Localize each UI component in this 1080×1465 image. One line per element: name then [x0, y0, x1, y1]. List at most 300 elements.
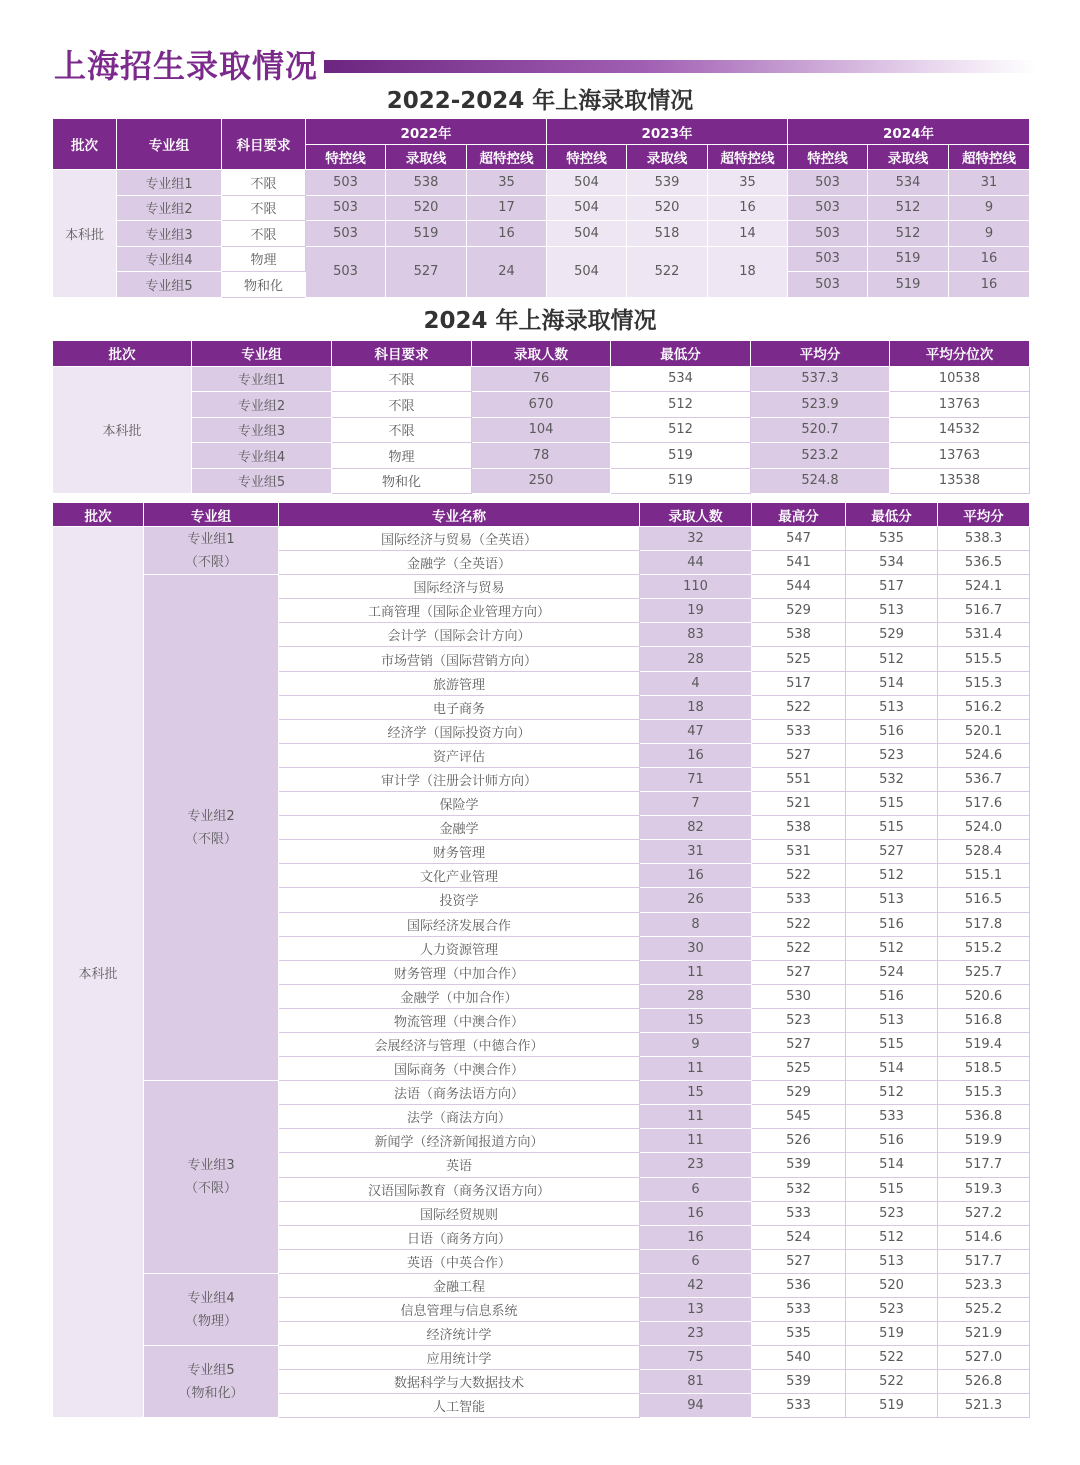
value-cell: 504: [547, 221, 627, 247]
group-cell: [144, 575, 279, 1081]
batch-cell: 本科批: [53, 527, 144, 1418]
header-cell: 平均分: [938, 503, 1030, 527]
value-cell: 82: [640, 816, 752, 840]
value-cell: 47: [640, 719, 752, 743]
group-subject: （不限）: [184, 554, 237, 570]
value-cell: 524.1: [938, 575, 1030, 599]
major-name-cell: 经济统计学: [279, 1322, 640, 1346]
value-cell: 551: [752, 767, 846, 791]
value-cell: 16: [467, 221, 547, 247]
value-cell: 533: [752, 719, 846, 743]
header-cell: 平均分: [751, 341, 890, 367]
value-cell: 513: [846, 888, 938, 912]
value-cell: 516: [846, 912, 938, 936]
major-name-cell: 审计学（注册会计师方向）: [279, 767, 640, 791]
value-cell: 16: [640, 743, 752, 767]
value-cell: 512: [868, 221, 949, 247]
group-subject: （物理）: [184, 1313, 237, 1329]
value-cell: 519: [846, 1322, 938, 1346]
major-name-cell: 投资学: [279, 888, 640, 912]
subheader: 超特控线: [467, 145, 547, 170]
value-cell: 514.6: [938, 1225, 1030, 1249]
value-cell: 536: [752, 1273, 846, 1297]
value-cell: 539: [627, 170, 708, 196]
value-cell: 15: [640, 1081, 752, 1105]
major-name-cell: 市场营销（国际营销方向）: [279, 647, 640, 671]
value-cell: 18: [708, 246, 788, 297]
group-cell: 专业组5: [117, 272, 222, 298]
table-row: [53, 417, 1030, 443]
value-cell: 42: [640, 1273, 752, 1297]
value-cell: 503: [306, 246, 386, 297]
table-row: [53, 246, 1030, 272]
value-cell: 521.3: [938, 1394, 1030, 1418]
value-cell: 503: [788, 272, 868, 298]
table-2022-2024: [52, 118, 1030, 298]
value-cell: 529: [846, 623, 938, 647]
value-cell: 76: [472, 366, 611, 392]
major-name-cell: 工商管理（国际企业管理方向）: [279, 599, 640, 623]
table-row: [53, 1273, 1030, 1297]
value-cell: 16: [640, 1225, 752, 1249]
subject-cell: 物理: [332, 443, 472, 469]
group-label: 专业组5: [187, 1362, 235, 1378]
value-cell: 24: [467, 246, 547, 297]
value-cell: 518.5: [938, 1057, 1030, 1081]
value-cell: 503: [788, 195, 868, 221]
value-cell: 527: [752, 743, 846, 767]
value-cell: 519: [868, 246, 949, 272]
value-cell: 523: [846, 1298, 938, 1322]
subheader: 录取线: [627, 145, 708, 170]
group-cell: [144, 1273, 279, 1345]
value-cell: 516: [846, 984, 938, 1008]
major-name-cell: 金融学: [279, 816, 640, 840]
value-cell: 519.4: [938, 1032, 1030, 1056]
value-cell: 504: [547, 195, 627, 221]
value-cell: 527.2: [938, 1201, 1030, 1225]
value-cell: 533: [752, 1201, 846, 1225]
value-cell: 519: [846, 1394, 938, 1418]
title-decoration-bar: [324, 60, 1036, 73]
value-cell: 525.7: [938, 960, 1030, 984]
value-cell: 527: [846, 840, 938, 864]
value-cell: 515: [846, 1032, 938, 1056]
subheader: 超特控线: [949, 145, 1030, 170]
group-label: 专业组4: [187, 1290, 235, 1306]
value-cell: 512: [846, 1081, 938, 1105]
group-label: 专业组1: [187, 531, 235, 547]
major-name-cell: 财务管理（中加合作）: [279, 960, 640, 984]
value-cell: 527: [752, 1249, 846, 1273]
group-label: 专业组2: [187, 808, 235, 824]
table-row: [53, 170, 1030, 196]
value-cell: 14: [708, 221, 788, 247]
value-cell: 524: [846, 960, 938, 984]
value-cell: 503: [788, 221, 868, 247]
value-cell: 44: [640, 551, 752, 575]
value-cell: 518: [627, 221, 708, 247]
value-cell: 526.8: [938, 1370, 1030, 1394]
value-cell: 531.4: [938, 623, 1030, 647]
value-cell: 16: [708, 195, 788, 221]
header-group: 专业组: [117, 119, 222, 170]
subheader: 超特控线: [708, 145, 788, 170]
value-cell: 533: [846, 1105, 938, 1129]
value-cell: 520.1: [938, 719, 1030, 743]
value-cell: 547: [752, 527, 846, 551]
value-cell: 13763: [890, 392, 1030, 418]
value-cell: 516: [846, 1129, 938, 1153]
value-cell: 523: [846, 1201, 938, 1225]
value-cell: 515: [846, 792, 938, 816]
subheader: 特控线: [788, 145, 868, 170]
value-cell: 524.8: [751, 468, 890, 494]
value-cell: 516.7: [938, 599, 1030, 623]
value-cell: 17: [467, 195, 547, 221]
header-cell: 专业名称: [279, 503, 640, 527]
subject-cell: 不限: [222, 221, 306, 247]
header-cell: 最低分: [611, 341, 751, 367]
value-cell: 512: [611, 417, 751, 443]
value-cell: 519: [611, 468, 751, 494]
major-name-cell: 国际经济与贸易（全英语）: [279, 527, 640, 551]
value-cell: 250: [472, 468, 611, 494]
major-name-cell: 人力资源管理: [279, 936, 640, 960]
value-cell: 31: [949, 170, 1030, 196]
table-row: [53, 195, 1030, 221]
value-cell: 514: [846, 1057, 938, 1081]
value-cell: 9: [949, 221, 1030, 247]
value-cell: 538: [752, 623, 846, 647]
value-cell: 7: [640, 792, 752, 816]
value-cell: 533: [752, 888, 846, 912]
value-cell: 14532: [890, 417, 1030, 443]
value-cell: 522: [752, 936, 846, 960]
major-name-cell: 旅游管理: [279, 671, 640, 695]
header-cell: 最高分: [752, 503, 846, 527]
value-cell: 522: [752, 864, 846, 888]
value-cell: 533: [752, 1298, 846, 1322]
group-cell: 专业组4: [192, 443, 332, 469]
header-cell: 录取人数: [472, 341, 611, 367]
value-cell: 13763: [890, 443, 1030, 469]
value-cell: 520: [846, 1273, 938, 1297]
value-cell: 30: [640, 936, 752, 960]
value-cell: 513: [846, 599, 938, 623]
value-cell: 520: [627, 195, 708, 221]
value-cell: 13: [640, 1298, 752, 1322]
major-name-cell: 保险学: [279, 792, 640, 816]
value-cell: 23: [640, 1153, 752, 1177]
subject-cell: 不限: [222, 170, 306, 196]
subheader: 录取线: [868, 145, 949, 170]
subheader: 特控线: [306, 145, 386, 170]
value-cell: 527: [752, 1032, 846, 1056]
major-name-cell: 英语: [279, 1153, 640, 1177]
value-cell: 524: [752, 1225, 846, 1249]
value-cell: 504: [547, 246, 627, 297]
value-cell: 71: [640, 767, 752, 791]
value-cell: 513: [846, 695, 938, 719]
value-cell: 512: [846, 1225, 938, 1249]
group-cell: 专业组1: [192, 366, 332, 392]
value-cell: 516.5: [938, 888, 1030, 912]
value-cell: 16: [640, 864, 752, 888]
table-2024-majors: [52, 502, 1030, 1418]
major-name-cell: 国际商务（中澳合作）: [279, 1057, 640, 1081]
value-cell: 531: [752, 840, 846, 864]
value-cell: 534: [868, 170, 949, 196]
table-row: [53, 1081, 1030, 1105]
value-cell: 523.3: [938, 1273, 1030, 1297]
batch-cell: 本科批: [53, 366, 192, 494]
group-cell: 专业组3: [117, 221, 222, 247]
value-cell: 517.7: [938, 1249, 1030, 1273]
value-cell: 512: [868, 195, 949, 221]
value-cell: 515.3: [938, 671, 1030, 695]
major-name-cell: 电子商务: [279, 695, 640, 719]
table-row: [53, 468, 1030, 494]
value-cell: 16: [949, 246, 1030, 272]
value-cell: 525.2: [938, 1298, 1030, 1322]
value-cell: 539: [752, 1370, 846, 1394]
value-cell: 503: [306, 170, 386, 196]
major-name-cell: 物流管理（中澳合作）: [279, 1008, 640, 1032]
value-cell: 11: [640, 1057, 752, 1081]
value-cell: 541: [752, 551, 846, 575]
header-cell: 最低分: [846, 503, 938, 527]
value-cell: 523: [846, 743, 938, 767]
group-cell: 专业组2: [117, 195, 222, 221]
value-cell: 529: [752, 599, 846, 623]
value-cell: 525: [752, 1057, 846, 1081]
major-name-cell: 新闻学（经济新闻报道方向）: [279, 1129, 640, 1153]
value-cell: 28: [640, 984, 752, 1008]
value-cell: 519.9: [938, 1129, 1030, 1153]
value-cell: 528.4: [938, 840, 1030, 864]
value-cell: 512: [611, 392, 751, 418]
group-label: 专业组3: [187, 1158, 235, 1174]
value-cell: 503: [788, 170, 868, 196]
table-row: [53, 392, 1030, 418]
major-name-cell: 英语（中英合作）: [279, 1249, 640, 1273]
value-cell: 503: [306, 221, 386, 247]
value-cell: 538: [752, 816, 846, 840]
major-name-cell: 日语（商务方向）: [279, 1225, 640, 1249]
value-cell: 516.2: [938, 695, 1030, 719]
value-cell: 19: [640, 599, 752, 623]
major-name-cell: 法语（商务法语方向）: [279, 1081, 640, 1105]
value-cell: 530: [752, 984, 846, 1008]
major-name-cell: 法学（商法方向）: [279, 1105, 640, 1129]
value-cell: 538: [386, 170, 467, 196]
value-cell: 513: [846, 1008, 938, 1032]
value-cell: 527: [752, 960, 846, 984]
major-name-cell: 国际经济与贸易: [279, 575, 640, 599]
major-name-cell: 数据科学与大数据技术: [279, 1370, 640, 1394]
value-cell: 503: [788, 246, 868, 272]
table-row: [53, 527, 1030, 551]
value-cell: 525: [752, 647, 846, 671]
group-cell: 专业组5: [192, 468, 332, 494]
header-cell: 科目要求: [332, 341, 472, 367]
value-cell: 6: [640, 1177, 752, 1201]
subject-cell: 不限: [332, 366, 472, 392]
value-cell: 519: [868, 272, 949, 298]
group-subject: （不限）: [184, 1181, 237, 1197]
header-cell: 专业组: [192, 341, 332, 367]
header-year-2024: 2024年: [788, 119, 1030, 145]
subject-cell: 不限: [332, 392, 472, 418]
subject-cell: 不限: [222, 195, 306, 221]
table2-title: 2024 年上海录取情况: [423, 308, 657, 334]
header-cell: 平均分位次: [890, 341, 1030, 367]
value-cell: 110: [640, 575, 752, 599]
value-cell: 539: [752, 1153, 846, 1177]
value-cell: 522: [846, 1346, 938, 1370]
value-cell: 504: [547, 170, 627, 196]
value-cell: 512: [846, 936, 938, 960]
header-year-2022: 2022年: [306, 119, 547, 145]
value-cell: 545: [752, 1105, 846, 1129]
table-row: [53, 575, 1030, 599]
major-name-cell: 金融工程: [279, 1273, 640, 1297]
value-cell: 520.6: [938, 984, 1030, 1008]
value-cell: 538.3: [938, 527, 1030, 551]
value-cell: 517: [846, 575, 938, 599]
value-cell: 11: [640, 960, 752, 984]
value-cell: 514: [846, 671, 938, 695]
value-cell: 515: [846, 1177, 938, 1201]
major-name-cell: 国际经济发展合作: [279, 912, 640, 936]
group-subject: （不限）: [184, 831, 237, 847]
subject-cell: 物和化: [222, 272, 306, 298]
value-cell: 524.0: [938, 816, 1030, 840]
table1-title: 2022-2024 年上海录取情况: [386, 88, 694, 114]
value-cell: 523.9: [751, 392, 890, 418]
value-cell: 513: [846, 1249, 938, 1273]
value-cell: 670: [472, 392, 611, 418]
subheader: 录取线: [386, 145, 467, 170]
value-cell: 535: [752, 1322, 846, 1346]
major-name-cell: 资产评估: [279, 743, 640, 767]
value-cell: 512: [846, 647, 938, 671]
value-cell: 515: [846, 816, 938, 840]
major-name-cell: 应用统计学: [279, 1346, 640, 1370]
value-cell: 516: [846, 719, 938, 743]
value-cell: 35: [708, 170, 788, 196]
value-cell: 83: [640, 623, 752, 647]
page-title: 上海招生录取情况: [54, 47, 319, 85]
value-cell: 514: [846, 1153, 938, 1177]
value-cell: 521.9: [938, 1322, 1030, 1346]
group-cell: [144, 527, 279, 575]
value-cell: 522: [752, 695, 846, 719]
value-cell: 534: [846, 551, 938, 575]
major-name-cell: 财务管理: [279, 840, 640, 864]
value-cell: 11: [640, 1129, 752, 1153]
subheader: 特控线: [547, 145, 627, 170]
major-name-cell: 文化产业管理: [279, 864, 640, 888]
value-cell: 535: [846, 527, 938, 551]
value-cell: 529: [752, 1081, 846, 1105]
value-cell: 10538: [890, 366, 1030, 392]
value-cell: 521: [752, 792, 846, 816]
value-cell: 537.3: [751, 366, 890, 392]
header-subject: 科目要求: [222, 119, 306, 170]
value-cell: 517.7: [938, 1153, 1030, 1177]
header-cell: 批次: [53, 503, 144, 527]
group-cell: 专业组4: [117, 246, 222, 272]
value-cell: 519: [611, 443, 751, 469]
value-cell: 35: [467, 170, 547, 196]
value-cell: 18: [640, 695, 752, 719]
group-cell: 专业组1: [117, 170, 222, 196]
value-cell: 517.6: [938, 792, 1030, 816]
header-cell: 批次: [53, 341, 192, 367]
value-cell: 16: [640, 1201, 752, 1225]
value-cell: 81: [640, 1370, 752, 1394]
major-name-cell: 信息管理与信息系统: [279, 1298, 640, 1322]
subject-cell: 物理: [222, 246, 306, 272]
header-cell: 录取人数: [640, 503, 752, 527]
value-cell: 94: [640, 1394, 752, 1418]
value-cell: 13538: [890, 468, 1030, 494]
value-cell: 31: [640, 840, 752, 864]
subject-cell: 不限: [332, 417, 472, 443]
major-name-cell: 国际经贸规则: [279, 1201, 640, 1225]
value-cell: 517: [752, 671, 846, 695]
value-cell: 512: [846, 864, 938, 888]
value-cell: 523: [752, 1008, 846, 1032]
major-name-cell: 经济学（国际投资方向）: [279, 719, 640, 743]
value-cell: 544: [752, 575, 846, 599]
batch-cell: 本科批: [53, 170, 117, 298]
major-name-cell: 金融学（全英语）: [279, 551, 640, 575]
value-cell: 520: [386, 195, 467, 221]
value-cell: 519: [386, 221, 467, 247]
table-row: [53, 366, 1030, 392]
value-cell: 16: [949, 272, 1030, 298]
subject-cell: 物和化: [332, 468, 472, 494]
value-cell: 28: [640, 647, 752, 671]
value-cell: 540: [752, 1346, 846, 1370]
value-cell: 104: [472, 417, 611, 443]
value-cell: 532: [752, 1177, 846, 1201]
group-cell: [144, 1081, 279, 1274]
table-row: [53, 221, 1030, 247]
value-cell: 533: [752, 1394, 846, 1418]
value-cell: 75: [640, 1346, 752, 1370]
value-cell: 524.6: [938, 743, 1030, 767]
value-cell: 9: [949, 195, 1030, 221]
value-cell: 527.0: [938, 1346, 1030, 1370]
value-cell: 26: [640, 888, 752, 912]
value-cell: 4: [640, 671, 752, 695]
value-cell: 78: [472, 443, 611, 469]
value-cell: 517.8: [938, 912, 1030, 936]
value-cell: 536.8: [938, 1105, 1030, 1129]
value-cell: 8: [640, 912, 752, 936]
major-name-cell: 会展经济与管理（中德合作）: [279, 1032, 640, 1056]
value-cell: 522: [627, 246, 708, 297]
value-cell: 23: [640, 1322, 752, 1346]
value-cell: 522: [752, 912, 846, 936]
group-cell: [144, 1346, 279, 1418]
value-cell: 526: [752, 1129, 846, 1153]
majors-body: [53, 527, 1030, 1418]
